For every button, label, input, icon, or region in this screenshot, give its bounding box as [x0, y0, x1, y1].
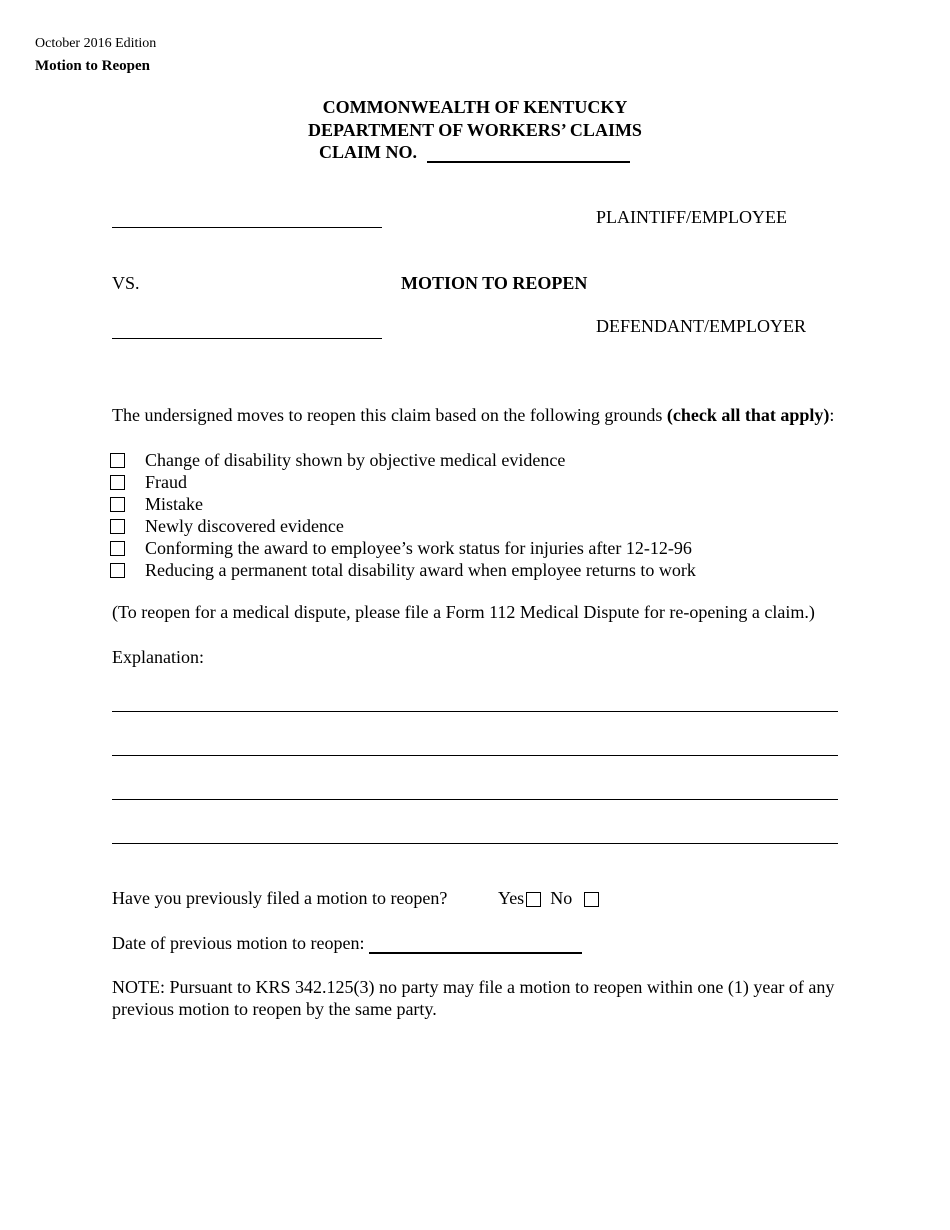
ground-label: Mistake [145, 493, 203, 514]
form-edition: October 2016 Edition [35, 36, 157, 51]
grounds-intro-text: The undersigned moves to reopen this claim based on the following grounds [112, 405, 667, 425]
previous-motion-options [498, 888, 599, 909]
plaintiff-name-field[interactable] [112, 227, 382, 228]
grounds-intro-emphasis: (check all that apply) [666, 405, 830, 425]
yes-checkbox[interactable] [526, 892, 541, 907]
previous-motion-date-label: Date of previous motion to reopen: [112, 933, 365, 953]
ground-option[interactable] [110, 537, 696, 559]
grounds-checklist [110, 449, 696, 581]
ground-label: Change of disability shown by objective medical evidence [145, 449, 566, 470]
explanation-line[interactable] [112, 711, 838, 712]
medical-dispute-note: (To reopen for a medical dispute, please file a Form 112 Medical Dispute for re-opening a claim.) [112, 602, 815, 622]
agency-heading: COMMONWEALTH OF KENTUCKY [322, 97, 628, 117]
ground-checkbox[interactable] [110, 519, 125, 534]
claim-number-field[interactable] [427, 143, 630, 163]
explanation-line[interactable] [112, 843, 838, 844]
krs-note: NOTE: Pursuant to KRS 342.125(3) no party may file a motion to reopen within one (1) year of any previous motion to reopen by the same party. [112, 977, 835, 1019]
grounds-intro-end: : [829, 405, 835, 425]
previous-motion-question: Have you previously filed a motion to reopen? [112, 888, 448, 908]
ground-checkbox[interactable] [110, 497, 125, 512]
ground-label: Reducing a permanent total disability award when employee returns to work [145, 559, 696, 580]
ground-checkbox[interactable] [110, 475, 125, 490]
ground-checkbox[interactable] [110, 563, 125, 578]
ground-checkbox[interactable] [110, 541, 125, 556]
ground-label: Fraud [145, 471, 187, 492]
defendant-label: DEFENDANT/EMPLOYER [596, 316, 806, 336]
plaintiff-label: PLAINTIFF/EMPLOYEE [596, 207, 788, 227]
claim-number-row [319, 142, 630, 163]
previous-motion-date-row [112, 933, 582, 954]
defendant-name-field[interactable] [112, 338, 382, 339]
yes-label: Yes [498, 888, 525, 908]
ground-checkbox[interactable] [110, 453, 125, 468]
ground-option[interactable] [110, 515, 696, 537]
form-name: Motion to Reopen [35, 58, 150, 74]
previous-motion-date-field[interactable] [369, 934, 582, 954]
ground-option[interactable] [110, 471, 696, 493]
explanation-label: Explanation: [112, 647, 204, 667]
ground-option[interactable] [110, 493, 696, 515]
explanation-line[interactable] [112, 755, 838, 756]
versus-label: VS. [112, 273, 140, 293]
ground-label: Newly discovered evidence [145, 515, 344, 536]
explanation-line[interactable] [112, 799, 838, 800]
ground-label: Conforming the award to employee’s work status for injuries after 12-12-96 [145, 537, 692, 558]
no-label: No [550, 888, 573, 908]
no-checkbox[interactable] [584, 892, 599, 907]
ground-option[interactable] [110, 559, 696, 581]
form-title: MOTION TO REOPEN [401, 273, 588, 293]
grounds-instructions [112, 405, 834, 426]
department-heading: DEPARTMENT OF WORKERS’ CLAIMS [308, 120, 642, 140]
claim-number-label: CLAIM NO. [319, 142, 417, 162]
ground-option[interactable] [110, 449, 696, 471]
